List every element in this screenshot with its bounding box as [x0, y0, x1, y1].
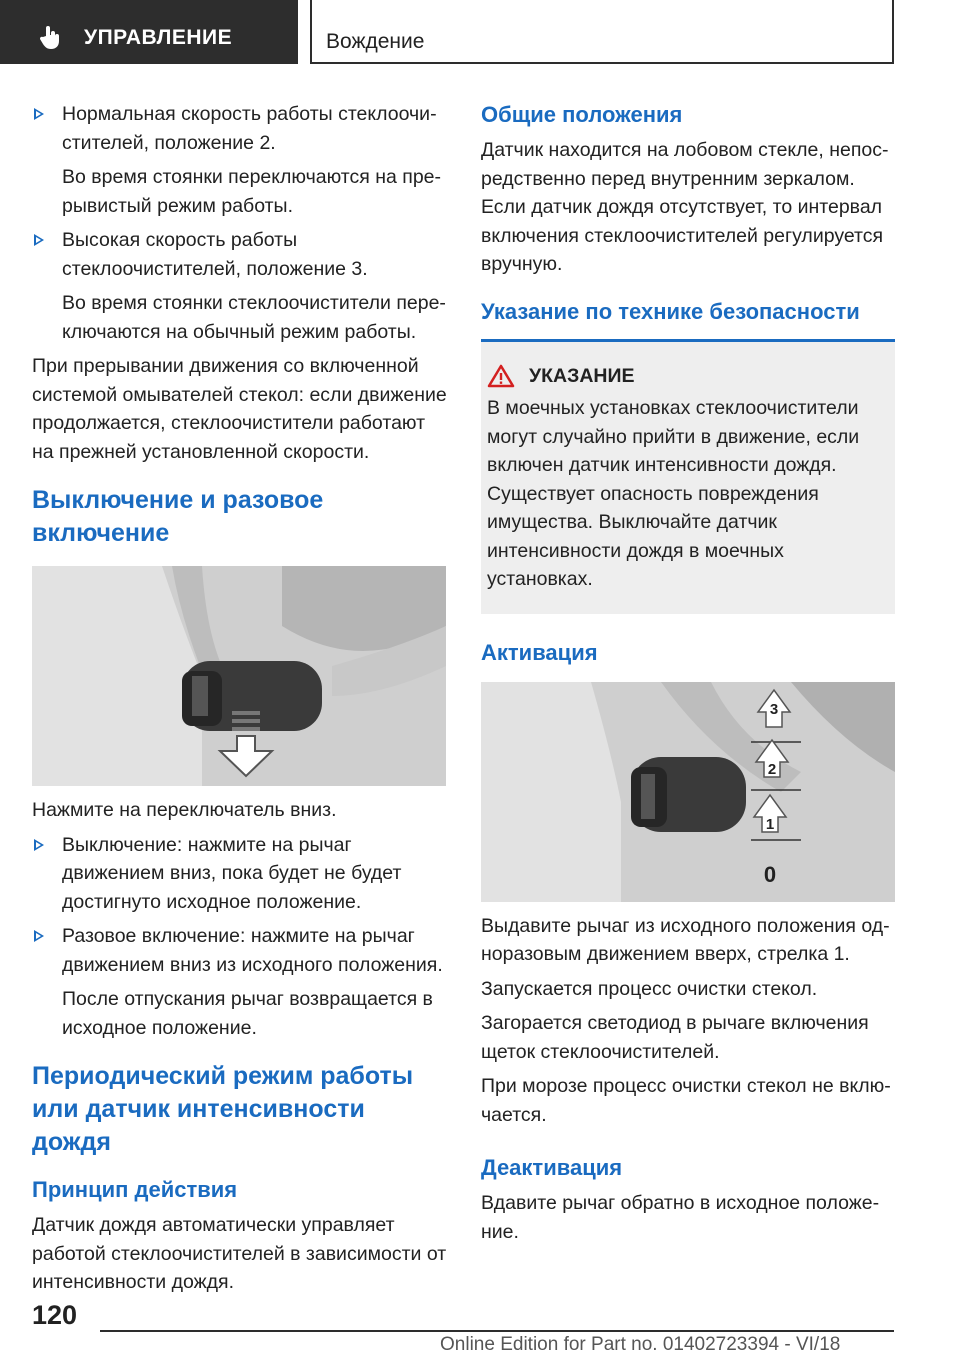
- section-title: УПРАВЛЕНИЕ: [84, 26, 233, 49]
- figure-lever-positions: [481, 682, 895, 902]
- bullet-text: Высокая скорость работы стеклоочистителей, положение 3.: [62, 229, 368, 280]
- page-number: 120: [32, 1300, 78, 1330]
- bullet-text: Нормальная скорость работы стеклоочистителей, положение 2.: [62, 103, 437, 154]
- bullet-text: Выключение: нажмите на рычаг движением вниз, пока будет не будет достигнуто исходное положение.: [62, 833, 402, 913]
- paragraph: При морозе процесс очистки стекол не включается.: [481, 1075, 891, 1126]
- heading-interval: Периодический режим работы или датчик интенсивности дождя: [32, 1062, 414, 1156]
- bullet-triangle-icon: [34, 108, 44, 120]
- lever-down-illustration: [32, 566, 446, 786]
- paragraph: Датчик дождя автоматически управляет работой стеклоочистителей в зависимости от интенсивности дождя.: [32, 1214, 447, 1293]
- list-item: [32, 831, 450, 917]
- position-label-3: 3: [769, 700, 779, 718]
- footer-divider: [100, 1330, 894, 1332]
- right-column: [481, 100, 895, 1252]
- position-label-2: 2: [767, 760, 777, 778]
- notice-header: [487, 362, 879, 391]
- list-item: [32, 100, 450, 157]
- notice-title: УКАЗАНИЕ: [529, 364, 635, 387]
- warning-icon: [487, 364, 515, 388]
- heading-safety: Указание по технике безопасности: [481, 298, 860, 324]
- bullet-note: После отпускания рычаг возвращается в исходное положение.: [62, 988, 433, 1039]
- paragraph: Выдавите рычаг из исходного положения одноразовым движением вверх, стрелка 1.: [481, 914, 890, 965]
- bullet-note: Во время стоянки стеклоочистители переключаются на обычный режим работы.: [62, 292, 446, 343]
- bullet-triangle-icon: [34, 930, 44, 942]
- bullet-note: Во время стоянки переключаются на прерывистый режим работы.: [62, 166, 442, 217]
- paragraph: При прерывании движения со включенной системой омывателей стекол: если движение продолжается, стеклоочистители работают на прежней установленной скорости.: [32, 355, 447, 463]
- paragraph: Запускается процесс очистки стекол.: [481, 977, 818, 1000]
- paragraph: Загорается светодиод в рычаге включения щеток стеклоочистителей.: [481, 1012, 869, 1063]
- lever-positions-illustration: [481, 682, 895, 902]
- paragraph: Датчик находится на лобовом стекле, непосредственно перед внутренним зеркалом. Если датчик дождя отсутствует, то интервал включения стеклоочистителей регулируется вручную.: [481, 139, 889, 275]
- subsection-box: [310, 0, 894, 64]
- left-column: [32, 100, 450, 1303]
- paragraph: Вдавите рычаг обратно в исходное положение.: [481, 1192, 880, 1243]
- figure-lever-down: [32, 566, 446, 786]
- subsection-title: Вождение: [326, 30, 425, 53]
- footer-edition: Online Edition for Part no. 01402723394 - VI/18: [440, 1334, 841, 1355]
- list-item: [32, 922, 450, 979]
- heading-off-once: Выключение и разовое включение: [32, 486, 324, 547]
- section-tab: [0, 0, 298, 64]
- heading-principle: Принцип действия: [32, 1177, 238, 1202]
- list-item: [32, 226, 450, 283]
- heading-general: Общие положения: [481, 102, 683, 127]
- position-label-1: 1: [765, 815, 775, 833]
- bullet-triangle-icon: [34, 839, 44, 851]
- position-label-0: 0: [763, 861, 777, 887]
- hand-icon: [38, 24, 64, 50]
- heading-deactivation: Деактивация: [481, 1155, 623, 1180]
- notice-text: В моечных установках стеклоочистители могут случайно прийти в движение, если включен датчик интенсивности дождя. Существует опасность повреждения имущества. Выключайте датчик интенсивности дождя в моечных установках.: [487, 397, 860, 590]
- bullet-triangle-icon: [34, 234, 44, 246]
- paragraph: Нажмите на переключатель вниз.: [32, 799, 337, 821]
- bullet-text: Разовое включение: нажмите на рычаг движением вниз из исходного положения.: [62, 925, 443, 976]
- notice-box: [481, 342, 895, 614]
- heading-activation: Активация: [481, 639, 598, 665]
